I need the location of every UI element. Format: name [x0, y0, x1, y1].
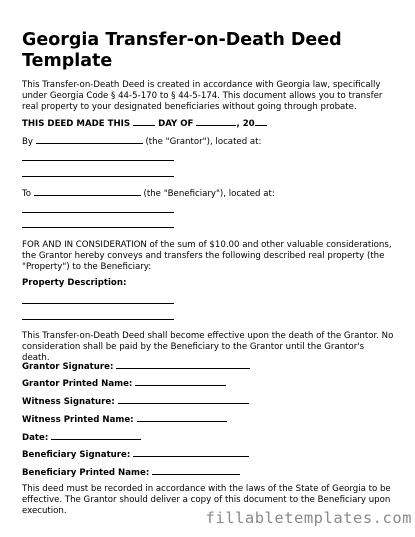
beneficiary-address-line-1[interactable] — [22, 212, 174, 213]
beneficiary-address-line-2[interactable] — [22, 227, 174, 228]
grantor-signature-label: Grantor Signature: — [22, 362, 114, 372]
beneficiary-printed-name-row — [22, 466, 240, 479]
grantor-signature-line[interactable] — [116, 360, 250, 369]
witness-printed-name-label: Witness Printed Name: — [22, 415, 134, 425]
beneficiary-suffix: (the "Beneficiary"), located at: — [143, 189, 275, 199]
grantor-name-blank[interactable] — [36, 135, 143, 144]
grantor-row — [22, 135, 261, 148]
witness-signature-label: Witness Signature: — [22, 397, 115, 407]
grantor-address-line-1[interactable] — [22, 160, 174, 161]
year-blank[interactable] — [255, 117, 267, 126]
day-of-text: DAY OF — [158, 119, 194, 129]
witness-signature-row — [22, 395, 249, 408]
closing-paragraph: This deed must be recorded in accordance with the laws of the State of Georgia to be effective. The Grantor should deliver a copy of this document to the Beneficiary upon execution. — [22, 484, 391, 516]
watermark-logo: fillabletemplates.com — [205, 509, 412, 527]
property-description-line-1[interactable] — [22, 303, 174, 304]
property-description-line-2[interactable] — [22, 319, 174, 320]
beneficiary-printed-name-line[interactable] — [152, 466, 240, 475]
beneficiary-prefix: To — [22, 189, 32, 199]
date-row — [22, 431, 141, 444]
grantor-printed-name-row — [22, 377, 226, 390]
grantor-prefix: By — [22, 137, 33, 147]
deed-made-row — [22, 117, 267, 130]
beneficiary-name-blank[interactable] — [34, 187, 141, 196]
beneficiary-printed-name-label: Beneficiary Printed Name: — [22, 468, 150, 478]
consideration-paragraph: FOR AND IN CONSIDERATION of the sum of $10.00 and other valuable considerations, the Grantor hereby conveys and transfers the following described real property (the "Property") to the Beneficiary: — [22, 240, 392, 272]
deed-made-prefix: THIS DEED MADE THIS — [22, 119, 131, 129]
witness-printed-name-line[interactable] — [137, 413, 227, 422]
effective-paragraph: This Transfer-on-Death Deed shall become effective upon the death of the Grantor. No consideration shall be paid by the Beneficiary to the Grantor until the Grantor's death. — [22, 331, 394, 363]
grantor-suffix: (the "Grantor"), located at: — [145, 137, 262, 147]
beneficiary-signature-row — [22, 448, 249, 461]
grantor-printed-name-label: Grantor Printed Name: — [22, 379, 133, 389]
grantor-address-line-2[interactable] — [22, 176, 174, 177]
beneficiary-signature-label: Beneficiary Signature: — [22, 450, 131, 460]
month-blank[interactable] — [196, 117, 236, 126]
date-line[interactable] — [51, 431, 141, 440]
beneficiary-signature-line[interactable] — [133, 448, 249, 457]
grantor-signature-row — [22, 360, 250, 373]
date-label: Date: — [22, 433, 49, 443]
witness-signature-line[interactable] — [118, 395, 249, 404]
property-description-label: Property Description: — [22, 278, 127, 288]
page-title: Georgia Transfer-on-Death Deed Template — [22, 30, 342, 71]
intro-paragraph: This Transfer-on-Death Deed is created in accordance with Georgia law, specifically under Georgia Code § 44-5-170 to § 44-5-174. This document allows you to transfer real property to your designated beneficiaries without going through probate. — [22, 80, 383, 112]
beneficiary-row — [22, 187, 275, 200]
witness-printed-name-row — [22, 413, 227, 426]
grantor-printed-name-line[interactable] — [135, 377, 226, 386]
day-blank[interactable] — [133, 117, 155, 126]
year-prefix-text: , 20 — [236, 119, 255, 129]
